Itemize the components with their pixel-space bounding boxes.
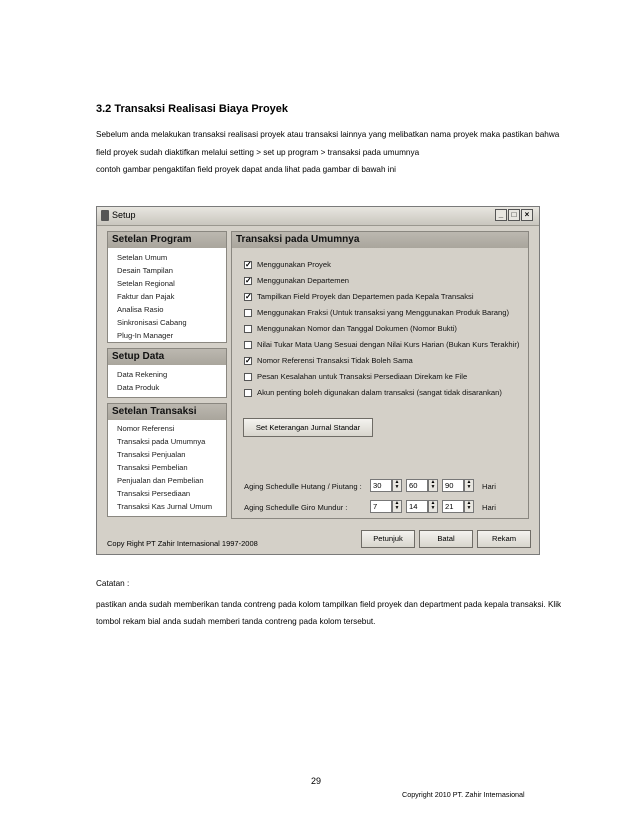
nav-item[interactable]: Nomor Referensi — [117, 424, 175, 433]
maximize-icon[interactable]: □ — [508, 209, 520, 221]
checkbox[interactable]: ✓ — [245, 356, 252, 365]
set-jurnal-button[interactable]: Set Keterangan Jurnal Standar — [243, 418, 373, 437]
nav-item[interactable]: Desain Tampilan — [117, 266, 173, 275]
spin-button[interactable]: ▲ ▼ — [392, 500, 402, 513]
setup-window — [96, 206, 540, 555]
nav-item[interactable]: Setelan Regional — [117, 279, 175, 288]
spin-button[interactable]: ▲ ▼ — [464, 500, 474, 513]
page-number: 29 — [311, 776, 322, 786]
window-copyright: Copy Right PT Zahir Internasional 1997-2008 — [107, 539, 258, 548]
checkbox-label: Nilai Tukar Mata Uang Sesuai dengan Nilai Kurs Harian (Bukan Kurs Terakhir) — [257, 340, 520, 349]
checkbox[interactable] — [244, 309, 252, 317]
aging-input[interactable]: 21 — [442, 500, 464, 513]
page-copyright: Copyright 2010 PT. Zahir Internasional — [402, 790, 525, 799]
aging-input[interactable]: 14 — [406, 500, 428, 513]
aging-input[interactable]: 30 — [370, 479, 392, 492]
checkbox[interactable] — [244, 373, 252, 381]
checkbox[interactable]: ✓ — [245, 276, 252, 285]
checkbox[interactable]: ✓ — [245, 260, 252, 269]
panel-header: Setelan Transaksi — [108, 404, 226, 420]
checkbox-label: Menggunakan Nomor dan Tanggal Dokumen (Nomor Bukti) — [257, 324, 457, 333]
panel-setelan-program — [107, 231, 227, 343]
close-icon[interactable]: × — [521, 209, 533, 221]
spin-button[interactable]: ▲ ▼ — [428, 500, 438, 513]
nav-item[interactable]: Transaksi Persediaan — [117, 489, 191, 498]
paragraph-line-3: contoh gambar pengaktifan field proyek dapat anda lihat pada gambar di bawah ini — [96, 165, 396, 174]
nav-item[interactable]: Analisa Rasio — [117, 305, 164, 314]
aging-input[interactable]: 90 — [442, 479, 464, 492]
nav-item[interactable]: Penjualan dan Pembelian — [117, 476, 204, 485]
checkbox-label: Menggunakan Proyek — [257, 260, 331, 269]
checkbox-label: Menggunakan Departemen — [257, 276, 350, 285]
paragraph-line-1: Sebelum anda melakukan transaksi realisasi proyek atau transaksi lainnya yang melibatkan nama proyek maka pastikan bahwa — [96, 130, 560, 139]
aging-input[interactable]: 60 — [406, 479, 428, 492]
checkbox[interactable] — [244, 325, 252, 333]
help-button[interactable]: Petunjuk — [361, 530, 415, 548]
save-button[interactable]: Rekam — [477, 530, 531, 548]
main-panel — [231, 231, 529, 519]
note-title: Catatan : — [96, 579, 130, 588]
checkbox-label: Menggunakan Fraksi (Untuk transaksi yang Menggunakan Produk Barang) — [257, 308, 509, 317]
panel-header: Setelan Program — [108, 232, 226, 248]
section-heading: 3.2 Transaksi Realisasi Biaya Proyek — [96, 103, 289, 115]
checkbox[interactable] — [244, 389, 252, 397]
nav-item[interactable]: Data Produk — [117, 383, 160, 392]
nav-item[interactable]: Sinkronisasi Cabang — [117, 318, 187, 327]
aging-label: Aging Schedulle Hutang / Piutang : — [244, 482, 362, 491]
cancel-button[interactable]: Batal — [419, 530, 473, 548]
checkbox-label: Nomor Referensi Transaksi Tidak Boleh Sama — [257, 356, 413, 365]
panel-header: Setup Data — [108, 349, 226, 365]
aging-label: Aging Schedulle Giro Mundur : — [244, 503, 348, 512]
note-line-2: tombol rekam bial anda sudah memberi tanda contreng pada kolom tersebut. — [96, 617, 376, 626]
panel-setup-data — [107, 348, 227, 398]
app-icon — [101, 210, 109, 221]
aging-unit: Hari — [482, 503, 496, 512]
checkbox[interactable] — [244, 341, 252, 349]
nav-item[interactable]: Faktur dan Pajak — [117, 292, 175, 301]
spin-button[interactable]: ▲ ▼ — [464, 479, 474, 492]
spin-button[interactable]: ▲ ▼ — [428, 479, 438, 492]
checkbox[interactable]: ✓ — [245, 292, 252, 301]
nav-item[interactable]: Plug-In Manager — [117, 331, 174, 340]
window-title: Setup — [112, 210, 136, 220]
nav-item[interactable]: Setelan Umum — [117, 253, 168, 262]
nav-item[interactable]: Transaksi Kas Jurnal Umum — [117, 502, 213, 511]
panel-setelan-transaksi — [107, 403, 227, 517]
nav-item[interactable]: Transaksi pada Umumnya — [117, 437, 206, 446]
spin-button[interactable]: ▲ ▼ — [392, 479, 402, 492]
aging-unit: Hari — [482, 482, 496, 491]
minimize-icon[interactable]: _ — [495, 209, 507, 221]
note-line-1: pastikan anda sudah memberikan tanda contreng pada kolom tampilkan field proyek dan department pada kepala transaksi. Klik — [96, 600, 562, 609]
checkbox-label: Pesan Kesalahan untuk Transaksi Persediaan Direkam ke File — [257, 372, 468, 381]
window-titlebar — [97, 207, 539, 226]
checkbox-label: Tampilkan Field Proyek dan Departemen pada Kepala Transaksi — [257, 292, 474, 301]
paragraph-line-2: field proyek sudah diaktifkan melalui setting > set up program > transaksi pada umumnya — [96, 148, 420, 157]
main-panel-header: Transaksi pada Umumnya — [232, 232, 528, 248]
nav-item[interactable]: Data Rekening — [117, 370, 168, 379]
nav-item[interactable]: Transaksi Pembelian — [117, 463, 188, 472]
nav-item[interactable]: Transaksi Penjualan — [117, 450, 186, 459]
checkbox-label: Akun penting boleh digunakan dalam transaksi (sangat tidak disarankan) — [257, 388, 502, 397]
aging-input[interactable]: 7 — [370, 500, 392, 513]
